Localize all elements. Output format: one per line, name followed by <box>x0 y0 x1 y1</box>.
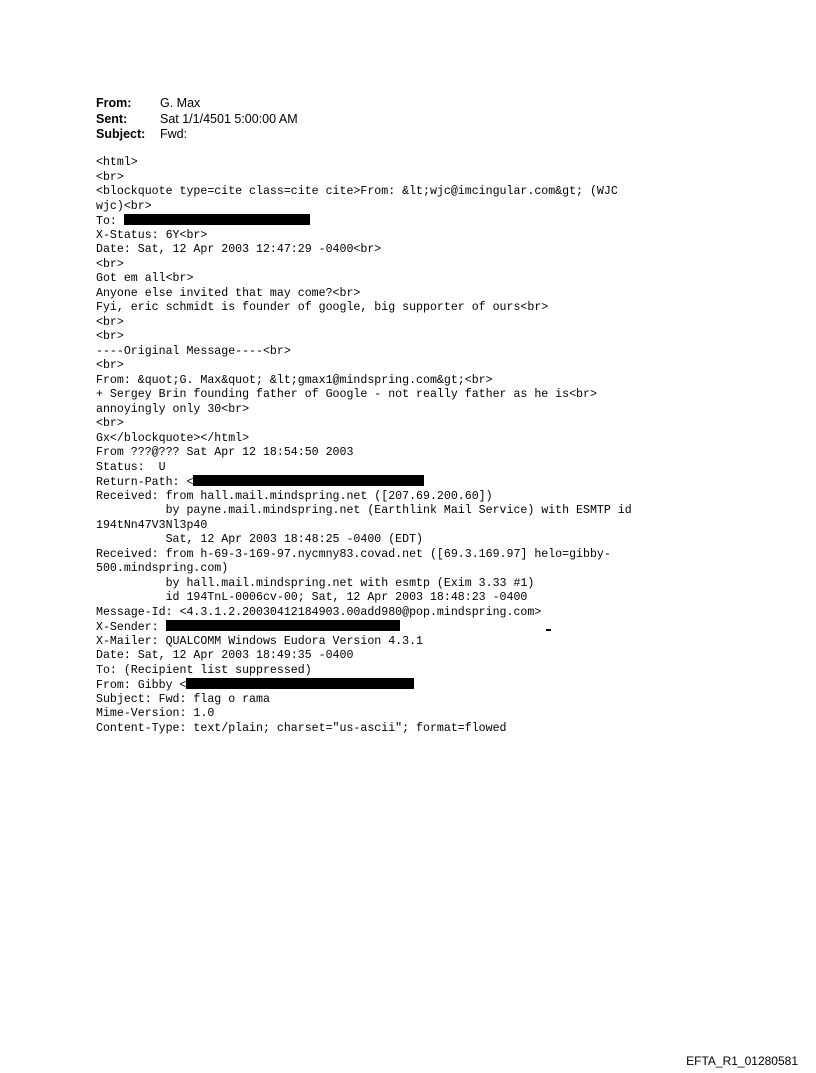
body-line: Content-Type: text/plain; charset="us-ascii"; format=flowed <box>96 721 507 735</box>
email-header <box>96 96 298 143</box>
body-line-redacted <box>96 620 726 635</box>
from-gibby-label: From: Gibby < <box>96 679 187 692</box>
body-line: <html> <box>96 156 138 169</box>
body-line: Received: from hall.mail.mindspring.net ([207.69.200.60]) <box>96 489 493 503</box>
body-line: wjc)<br> <box>96 199 152 213</box>
body-line: by payne.mail.mindspring.net (Earthlink Mail Service) with ESMTP id <box>96 504 632 517</box>
body-line: Subject: Fwd: flag o rama <box>96 692 270 706</box>
body-line: by hall.mail.mindspring.net with esmtp (Exim 3.33 #1) <box>96 576 535 590</box>
body-line: annoyingly only 30<br> <box>96 402 250 416</box>
sent-label: Sent: <box>96 111 128 126</box>
body-line: Mime-Version: 1.0 <box>96 707 215 720</box>
body-line: <br> <box>96 315 124 329</box>
body-line: Anyone else invited that may come?<br> <box>96 286 361 300</box>
body-line: 500.mindspring.com) <box>96 562 229 575</box>
body-line-redacted <box>96 678 726 693</box>
stray-mark <box>546 629 551 631</box>
body-line: <br> <box>96 330 124 343</box>
redaction-box <box>124 214 310 225</box>
body-line: To: (Recipient list suppressed) <box>96 663 312 677</box>
body-line: X-Mailer: QUALCOMM Windows Eudora Version 4.3.1 <box>96 634 423 648</box>
body-line: From: &quot;G. Max&quot; &lt;gmax1@mindspring.com&gt;<br> <box>96 373 493 387</box>
redaction-box <box>193 475 424 486</box>
body-line: X-Status: 6Y<br> <box>96 228 208 242</box>
from-label: From: <box>96 96 132 110</box>
body-line: Date: Sat, 12 Apr 2003 12:47:29 -0400<br> <box>96 243 382 256</box>
from-value: G. Max <box>160 96 201 110</box>
body-line: <blockquote type=cite class=cite cite>From: &lt;wjc@imcingular.com&gt; (WJC <box>96 185 618 198</box>
subject-row <box>96 127 298 143</box>
body-line: Status: U <box>96 460 166 474</box>
email-body <box>96 156 726 736</box>
from-row <box>96 96 298 112</box>
body-line: <br> <box>96 359 124 372</box>
body-line: + Sergey Brin founding father of Google - not really father as he is<br> <box>96 388 597 401</box>
body-line-redacted <box>96 475 726 490</box>
redaction-box <box>166 620 400 631</box>
body-line: Date: Sat, 12 Apr 2003 18:49:35 -0400 <box>96 649 354 662</box>
body-line: Fyi, eric schmidt is founder of google, big supporter of ours<br> <box>96 301 549 314</box>
body-line: id 194TnL-0006cv-00; Sat, 12 Apr 2003 18:48:23 -0400 <box>96 591 528 604</box>
body-line: <br> <box>96 257 124 271</box>
to-label: To: <box>96 215 124 228</box>
body-line: Got em all<br> <box>96 272 194 285</box>
body-line: Gx</blockquote></html> <box>96 431 250 445</box>
body-line: ----Original Message----<br> <box>96 344 291 358</box>
sent-value: Sat 1/1/4501 5:00:00 AM <box>160 111 298 126</box>
redaction-box <box>186 678 414 689</box>
x-sender-label: X-Sender: <box>96 621 166 634</box>
return-path-label: Return-Path: < <box>96 476 194 489</box>
sent-row <box>96 112 298 128</box>
body-line: Message-Id: <4.3.1.2.20030412184903.00add980@pop.mindspring.com> <box>96 605 542 619</box>
subject-label: Subject: <box>96 127 146 141</box>
body-line: From ???@??? Sat Apr 12 18:54:50 2003 <box>96 446 354 459</box>
body-line: 194tNn47V3Nl3p40 <box>96 518 208 532</box>
body-line: <br> <box>96 170 124 184</box>
body-line-redacted <box>96 214 726 229</box>
body-line: <br> <box>96 417 124 430</box>
subject-value: Fwd: <box>160 127 188 141</box>
body-line: Sat, 12 Apr 2003 18:48:25 -0400 (EDT) <box>96 533 423 546</box>
document-id: EFTA_R1_01280581 <box>686 1054 798 1068</box>
body-line: Received: from h-69-3-169-97.nycmny83.covad.net ([69.3.169.97] helo=gibby- <box>96 547 611 561</box>
